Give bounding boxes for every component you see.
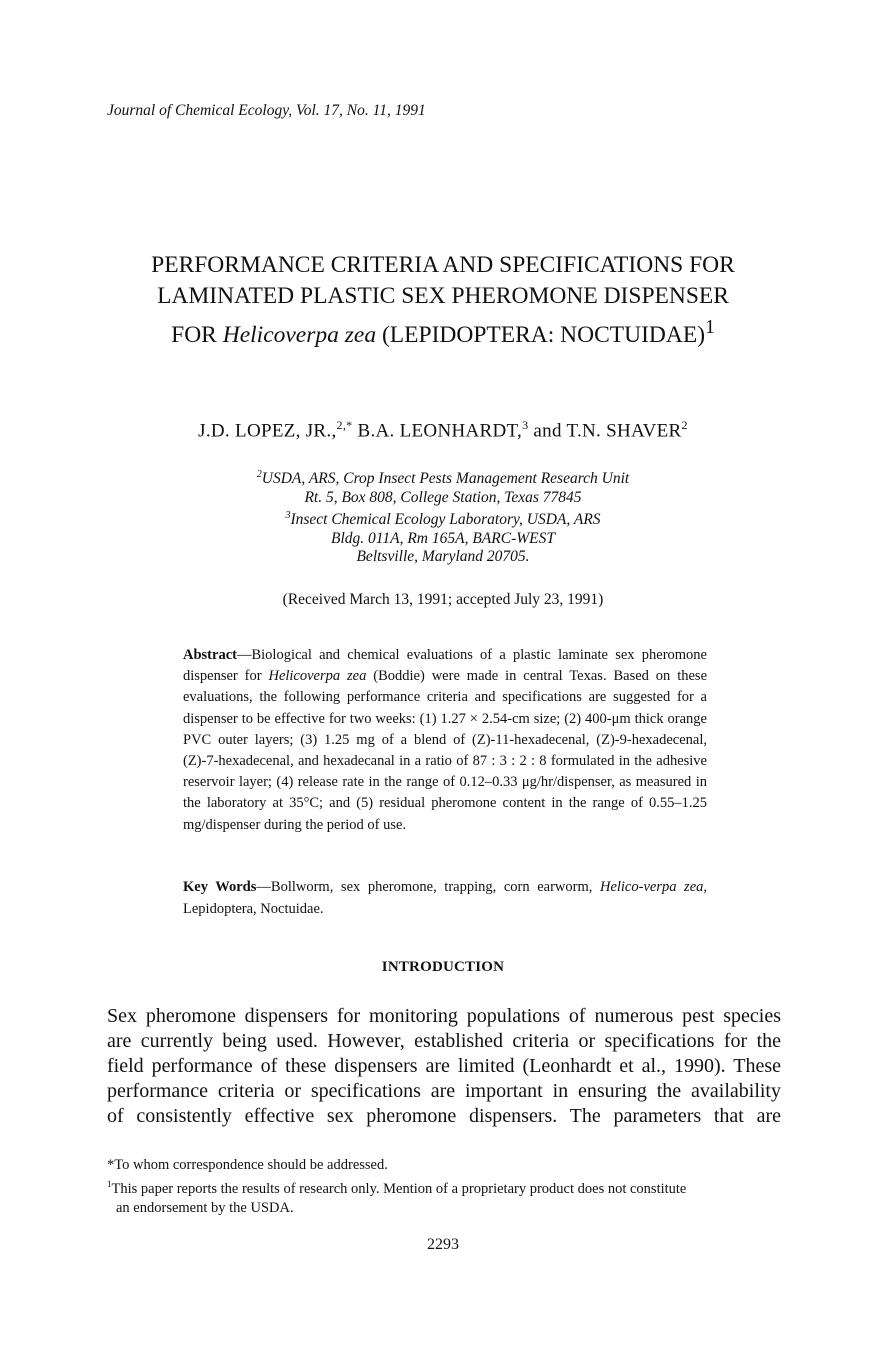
title-footnote-mark: 1 — [705, 317, 715, 338]
affiliation-2-line-3: Beltsville, Maryland 20705. — [356, 548, 530, 566]
author-list — [60, 418, 826, 442]
key-words-species: Helico-verpa zea — [599, 879, 704, 895]
title-line-2: LAMINATED PLASTIC SEX PHEROMONE DISPENSER — [157, 283, 729, 309]
title-line-3 — [60, 312, 826, 351]
author-3: and T.N. SHAVER — [528, 420, 682, 442]
author-1-marks: 2,* — [336, 418, 353, 432]
title-line-3-prefix: FOR — [171, 321, 223, 348]
key-words-text-2: , Lepidoptera, Noctuidae. — [183, 879, 708, 917]
title-line-3-suffix: (LEPIDOPTERA: NOCTUIDAE) — [376, 321, 706, 348]
article-title — [60, 250, 826, 351]
body-line-5: of consistently effective sex pheromone dispensers. The parameters that are — [107, 1105, 781, 1127]
footnote-1: $^1$This paper reports the results of research only. Mention of a proprietary product does not constitute — [107, 1179, 687, 1197]
body-line-2: are currently being used. However, established criteria or specifications for the — [107, 1030, 781, 1052]
footnote-1-continued: an endorsement by the USDA. — [116, 1199, 294, 1216]
key-words-label: Key Words — [183, 879, 257, 895]
key-words — [183, 877, 707, 920]
body-line-3: field performance of these dispensers are limited (Leonhardt et al., 1990). These — [107, 1055, 781, 1077]
body-line-1: Sex pheromone dispensers for monitoring populations of numerous pest species — [107, 1005, 781, 1027]
section-heading: INTRODUCTION — [381, 959, 505, 975]
author-2: B.A. LEONHARDT, — [352, 420, 523, 442]
abstract — [183, 645, 707, 836]
affiliation-1-line-2: Rt. 5, Box 808, College Station, Texas 77845 — [304, 488, 582, 506]
received-dates: (Received March 13, 1991; accepted July 23, 1991) — [282, 591, 604, 608]
abstract-text-2: (Boddie) were made in central Texas. Based on these evaluations, the following performance criteria and specifications are suggested for a dispenser to be effective for two weeks: (1) 1.27 × 2.54-cm size; (2) 400-μm thick orange PVC outer layers; (3) 1.25 mg of a blend of (Z)-11-hexadecenal, (Z)-9-hexadecenal, (Z)-7-hexadecenal, and hexadecanal in a ratio of 87 : 3 : 2 : 8 formulated in the adhesive reservoir layer; (4) release rate in the range of 0.12–0.33 μg/hr/dispenser, as measured in the laboratory at 35°C; and (5) residual pheromone content in the range of 0.55–1.25 mg/dispenser during the period of use. — [183, 668, 707, 833]
author-1: J.D. LOPEZ, JR., — [198, 420, 337, 442]
key-words-text-1: —Bollworm, sex pheromone, trapping, corn earworm, — [256, 879, 600, 895]
journal-citation: Journal of Chemical Ecology, Vol. 17, No. 11, 1991 — [107, 102, 426, 119]
page-number: 2293 — [427, 1236, 459, 1253]
abstract-species: Helicoverpa zea — [268, 668, 367, 685]
affiliation-2-mark: 3 — [285, 510, 291, 522]
affiliations — [60, 466, 826, 567]
affiliation-1-mark: 2 — [256, 469, 262, 480]
body-text — [107, 1004, 781, 1129]
title-line-1: PERFORMANCE CRITERIA AND SPECIFICATIONS FOR — [151, 252, 735, 278]
footnote-1-mark: 1 — [107, 1179, 112, 1189]
author-2-mark: 3 — [522, 418, 529, 432]
affiliation-2-line-2: Bldg. 011A, Rm 165A, BARC-WEST — [330, 529, 555, 547]
author-3-mark: 2 — [681, 418, 688, 432]
title-species: Helicoverpa zea — [222, 321, 377, 348]
affiliation-2-line-1: $^3$Insect Chemical Ecology Laboratory, USDA, ARS — [285, 510, 601, 529]
body-line-4: performance criteria or specifications are important in ensuring the availability — [107, 1080, 781, 1102]
footnotes — [107, 1156, 783, 1218]
affiliation-1-line-1: $^2$USDA, ARS, Crop Insect Pests Management Research Unit — [256, 469, 630, 488]
abstract-text-1: —Biological and chemical evaluations of a plastic laminate sex pheromone dispenser for — [183, 647, 707, 685]
abstract-label: Abstract — [183, 647, 237, 663]
footnote-correspondence: *To whom correspondence should be addressed. — [107, 1157, 388, 1173]
